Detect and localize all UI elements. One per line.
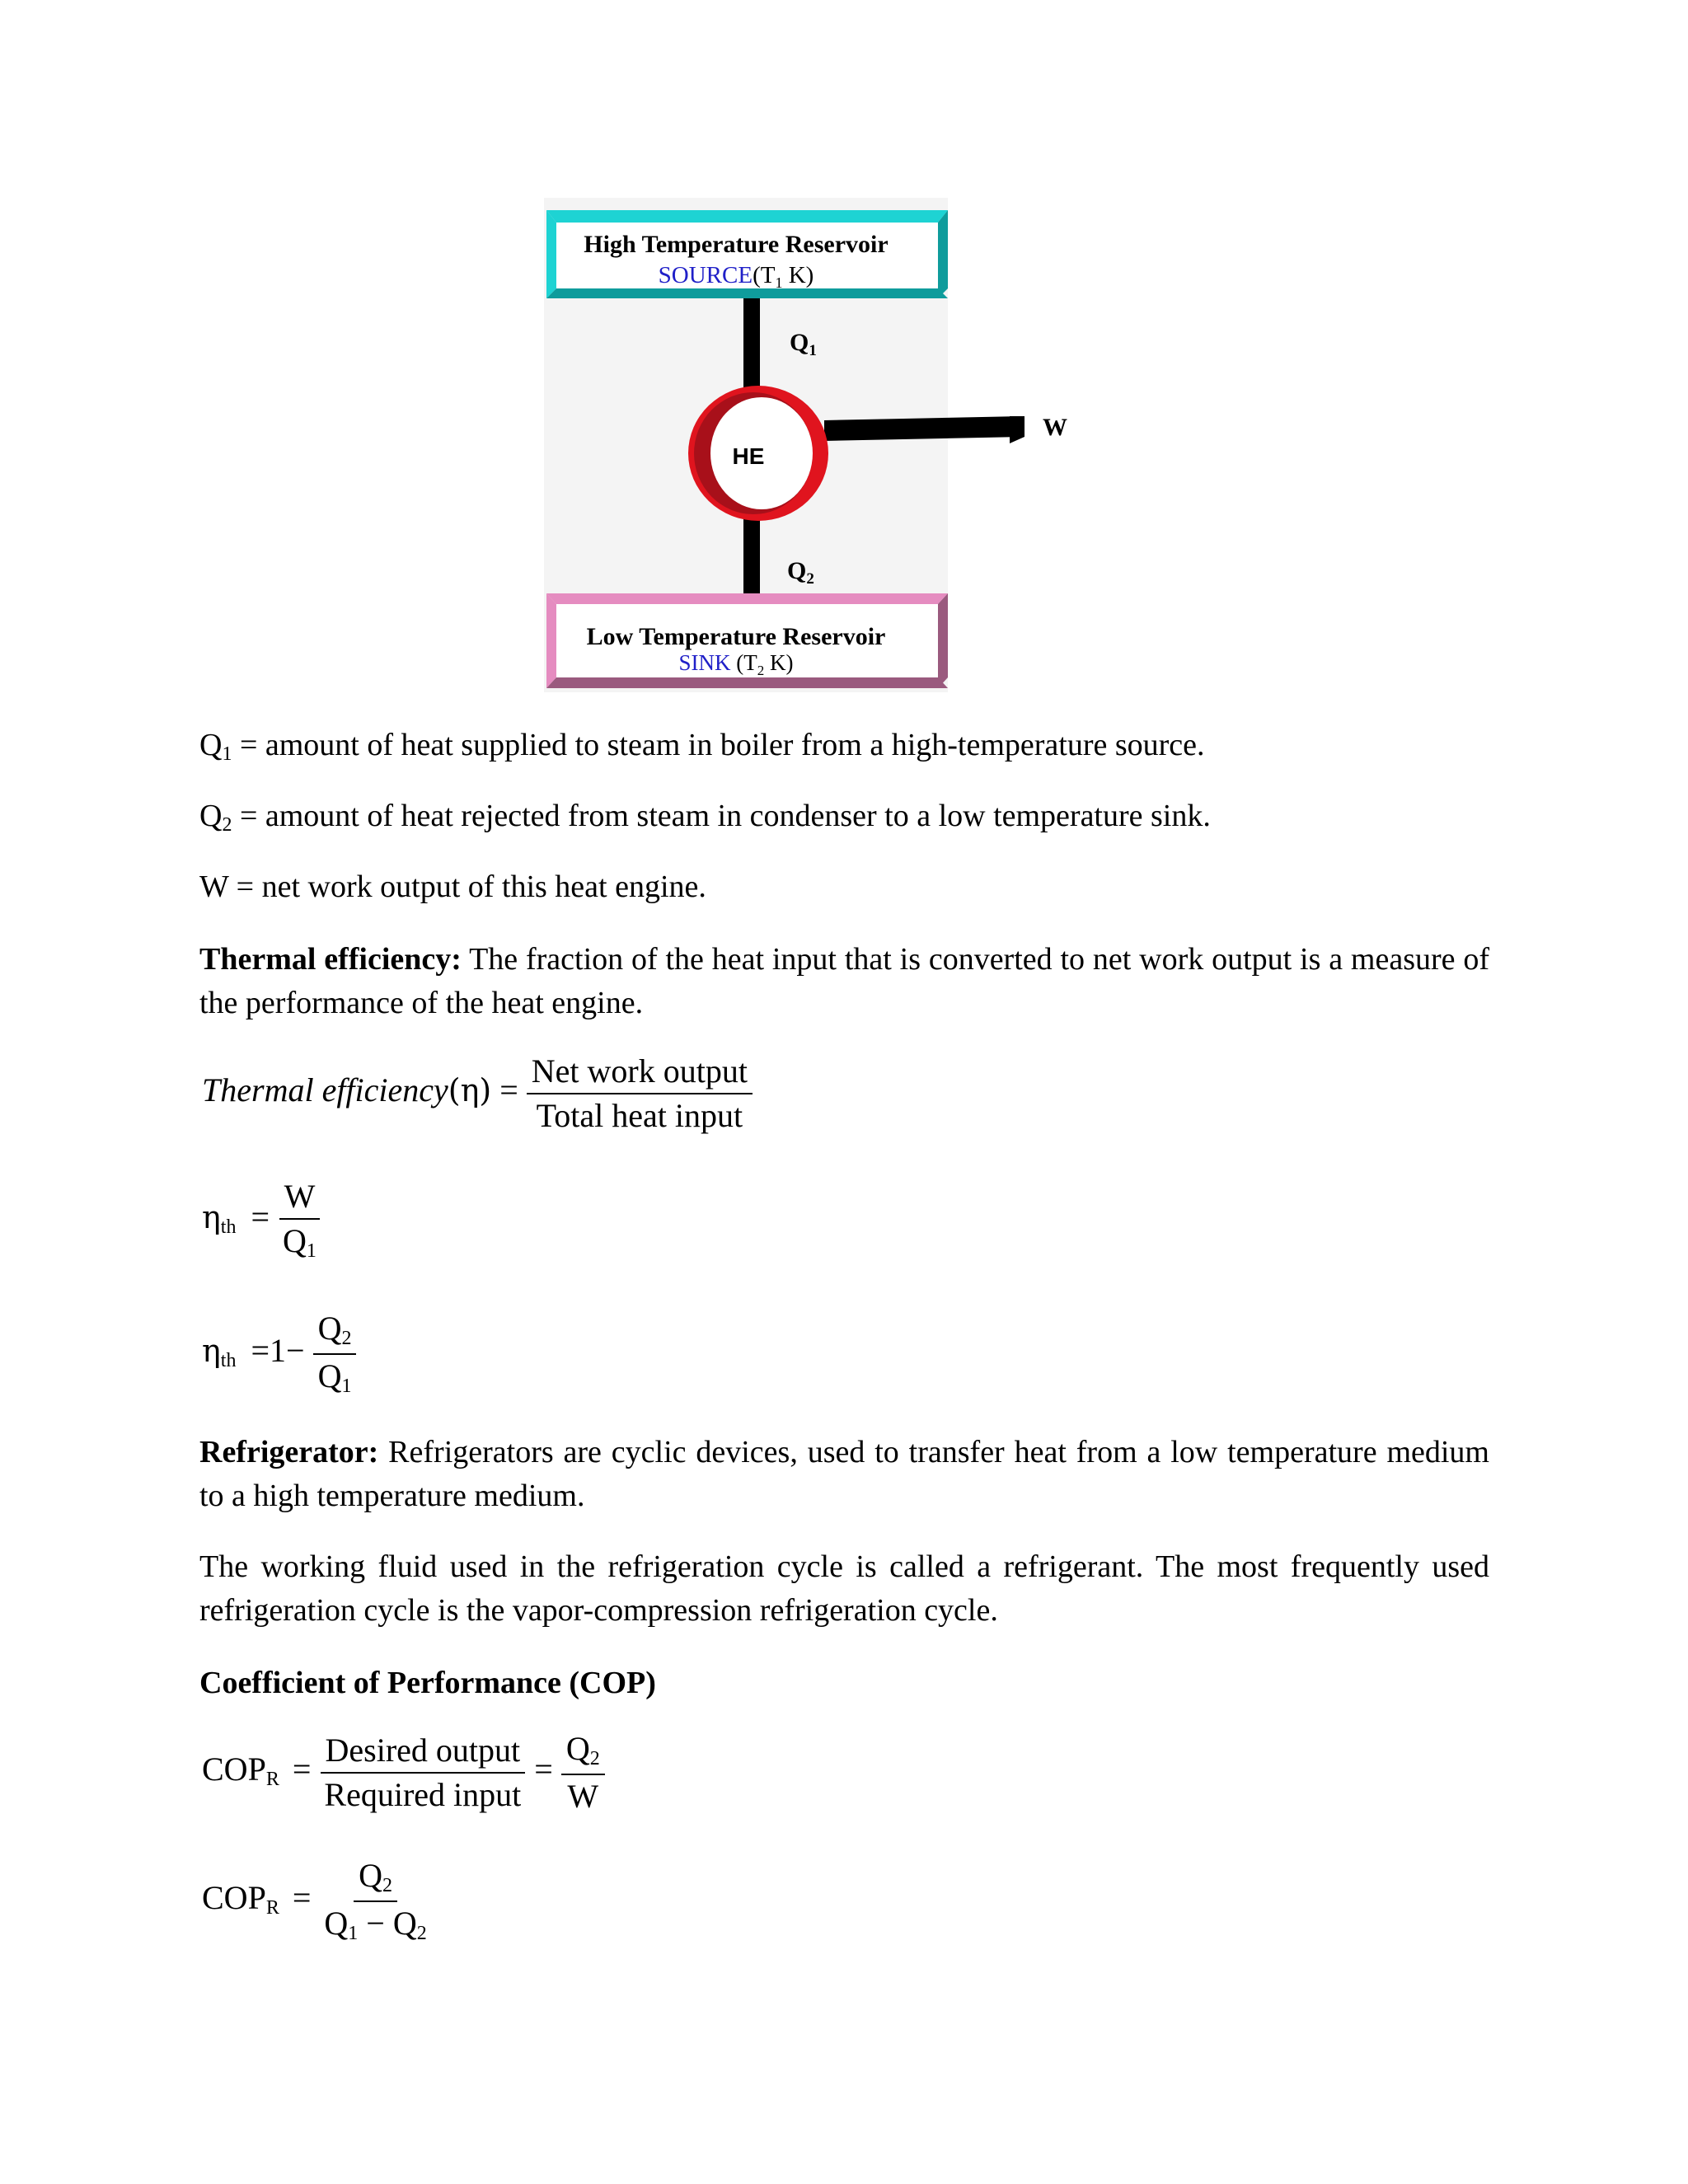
- sink-bottom-face: [546, 677, 948, 688]
- thermal-efficiency-fraction: $\frac{\text{Net work output}}{\text{Total heat input}}$: [527, 1055, 753, 1132]
- sink-top-face: [546, 593, 948, 604]
- work-shaft: [824, 416, 1022, 441]
- engine-label: HE: [732, 443, 765, 469]
- q2-label: $Q_2$: [787, 557, 814, 588]
- definition-w: W = net work output of this heat engine.: [199, 869, 706, 904]
- refrigerator-paragraph: Refrigerator: Refrigerators are cyclic devices, used to transfer heat from a low temperature medium to a high temperature medium.: [199, 1435, 1489, 1513]
- source-title: High Temperature Reservoir: [584, 231, 889, 258]
- refrigerator-heading: Refrigerator:: [199, 1435, 379, 1469]
- sink-right-face: [938, 593, 948, 688]
- source-right-face: [938, 210, 948, 298]
- refrigerant-paragraph: The working fluid used in the refrigeration cycle is called a refrigerant. The most frequently used refrigeration cycle is the vapor-compression refrigeration cycle.: [199, 1549, 1489, 1628]
- q1-shaft: [743, 298, 760, 391]
- q2-shaft: [743, 511, 760, 593]
- definition-q1: $Q_1$ = amount of heat supplied to steam in boiler from a high-temperature source.: [199, 728, 1205, 765]
- eta-equals-one-minus-q2-over-q1: $\eta_{th} =1-$ $\frac{Q_2}{Q_1}$: [202, 1312, 356, 1396]
- eta-equals-w-over-q1: $\eta_{th}$ = $\frac{W}{Q_1}$: [202, 1180, 321, 1261]
- source-label: SOURCE: [658, 262, 753, 288]
- source-subtitle: $SOURCE(T_1$ K): [658, 262, 814, 291]
- thermal-efficiency-heading: Thermal efficiency:: [199, 942, 462, 977]
- thermal-efficiency-equation: Thermal efficiency(η) = $\frac{\text{Net work output}}{\text{Total heat input}}$: [202, 1055, 753, 1132]
- cop-heading: Coefficient of Performance (COP): [199, 1666, 656, 1700]
- definition-q2: $Q_2$ = amount of heat rejected from steam in condenser to a low temperature sink.: [199, 799, 1211, 836]
- w-label: W: [1043, 414, 1067, 441]
- sink-label: SINK: [678, 650, 731, 675]
- sink-subtitle: SINK ($T_2$ K): [678, 650, 794, 678]
- source-top-face: [546, 210, 948, 223]
- source-bottom-face: [546, 288, 948, 298]
- heat-engine-diagram: [0, 0, 1688, 709]
- q1-label: $Q_1$: [790, 329, 817, 359]
- work-arrow-tip: [1010, 416, 1025, 443]
- cop-equation-2: $COP_R$ = $\frac{Q_2}{Q_1 - Q_2}$: [202, 1857, 427, 1944]
- sink-left-face: [546, 593, 556, 688]
- cop-equation-1: $COP_R$ = $\frac{\text{Desired output}}{\text{Required input}}$ = $\frac{Q_2}{W}$: [202, 1732, 605, 1813]
- sink-title: Low Temperature Reservoir: [586, 623, 886, 650]
- thermal-efficiency-paragraph: Thermal efficiency: The fraction of the heat input that is converted to net work output is a measure of the performance of the heat engine.: [199, 942, 1489, 1020]
- source-left-face: [546, 210, 556, 298]
